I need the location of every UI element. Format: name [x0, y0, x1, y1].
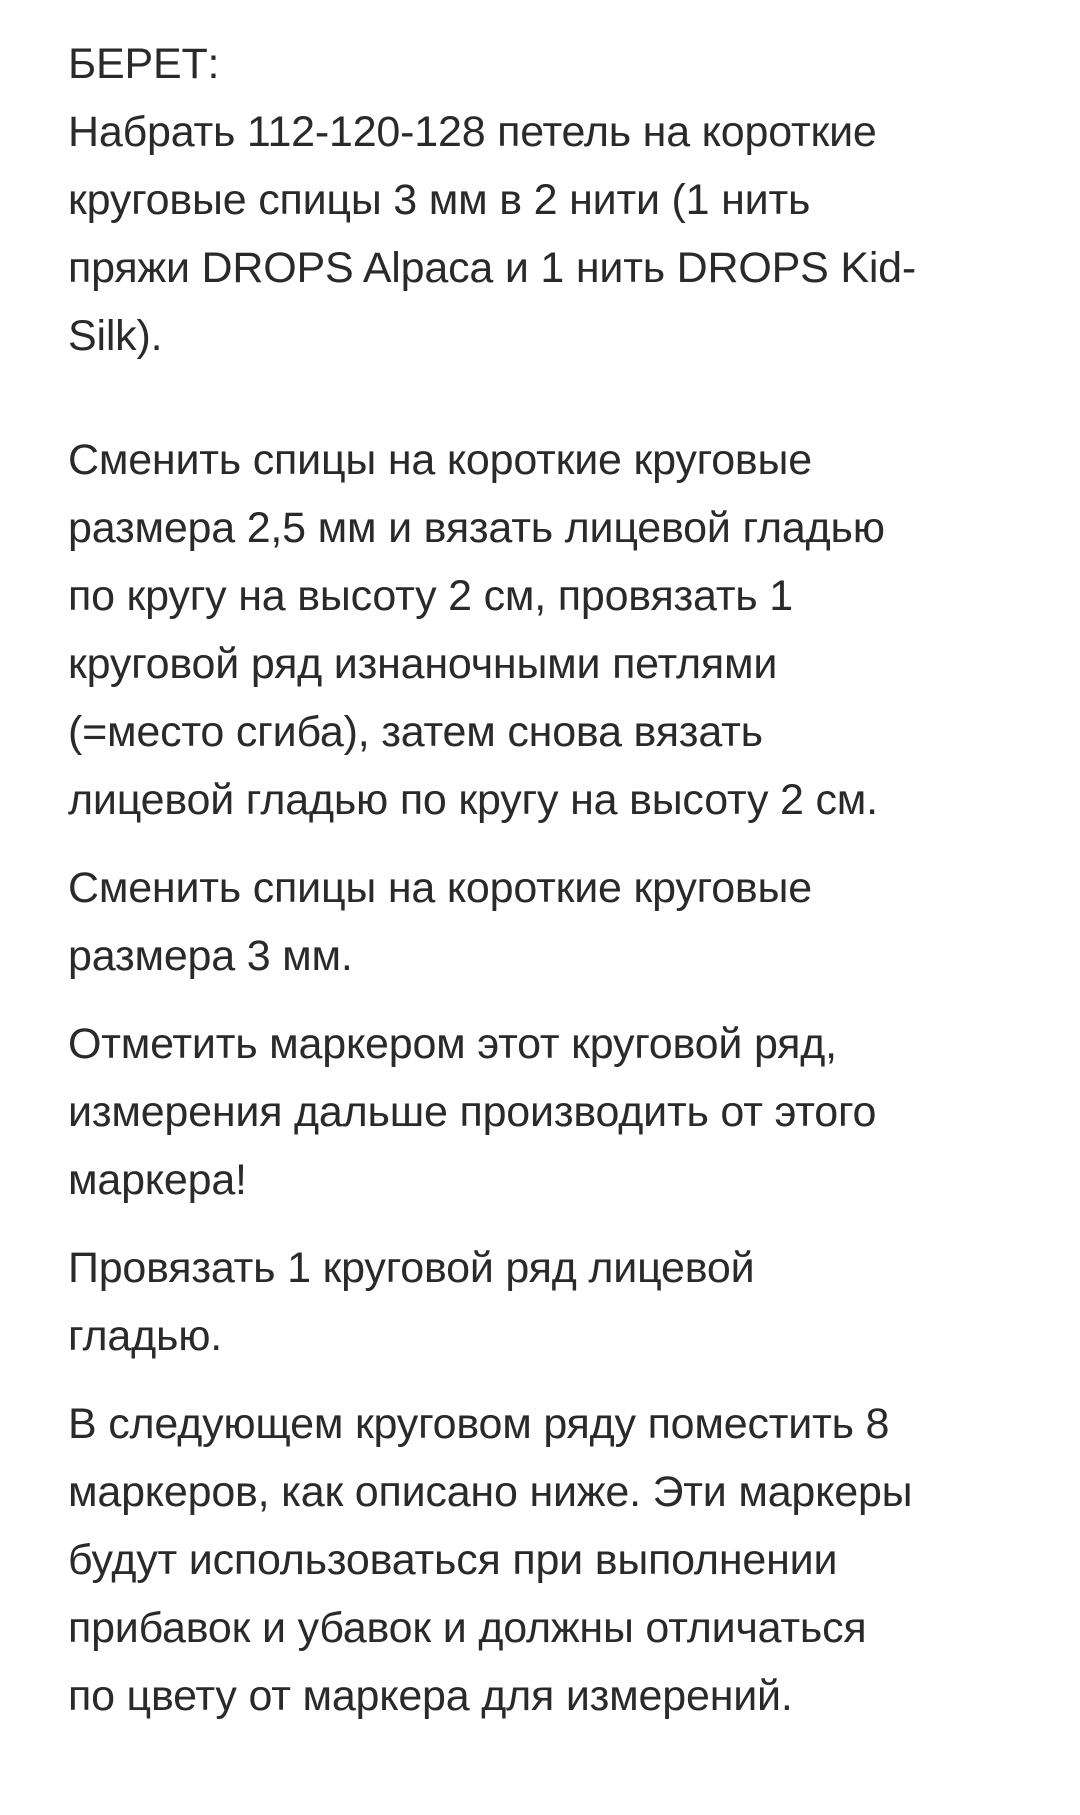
document-heading: БЕРЕТ: [68, 40, 220, 88]
paragraph-change-needles [68, 854, 1028, 990]
paragraph-line: Набрать 112-120-128 петель на короткие [68, 108, 877, 156]
paragraph-line: круговые спицы 3 мм в 2 нити (1 нить [68, 176, 811, 224]
paragraph-line: Сменить спицы на короткие круговые [68, 864, 812, 912]
paragraph-spacer [68, 990, 1028, 1010]
paragraph-line: измерения дальше производить от этого [68, 1088, 877, 1136]
paragraph-knit-round [68, 1234, 1028, 1370]
paragraph-line: по цвету от маркера для измерений. [68, 1672, 793, 1720]
paragraph-line: (=место сгиба), затем снова вязать [68, 708, 763, 756]
paragraph-line: Silk). [68, 312, 163, 360]
paragraph-spacer [68, 1370, 1028, 1390]
paragraph-spacer [68, 1214, 1028, 1234]
paragraph-line: Сменить спицы на короткие круговые [68, 436, 812, 484]
paragraph-line: пряжи DROPS Alpaca и 1 нить DROPS Kid- [68, 244, 917, 292]
paragraph-line: размера 3 мм. [68, 932, 353, 980]
paragraph-line: маркера! [68, 1156, 247, 1204]
document-body [68, 30, 1028, 1730]
paragraph-cast-on [68, 98, 1028, 370]
paragraph-marker [68, 1010, 1028, 1214]
paragraph-line: В следующем круговом ряду поместить 8 [68, 1400, 890, 1448]
paragraph-line: лицевой гладью по кругу на высоту 2 см. [68, 776, 878, 824]
paragraph-line: маркеров, как описано ниже. Эти маркеры [68, 1468, 913, 1516]
paragraph-hem [68, 426, 1028, 834]
paragraph-spacer [68, 834, 1028, 854]
paragraph-place-markers [68, 1390, 1028, 1730]
paragraph-spacer [68, 370, 1028, 426]
paragraph-line: прибавок и убавок и должны отличаться [68, 1604, 867, 1652]
paragraph-line: будут использоваться при выполнении [68, 1536, 838, 1584]
paragraph-line: по кругу на высоту 2 см, провязать 1 [68, 572, 793, 620]
paragraph-line: размера 2,5 мм и вязать лицевой гладью [68, 504, 885, 552]
paragraph-line: круговой ряд изнаночными петлями [68, 640, 778, 688]
paragraph-line: гладью. [68, 1312, 223, 1360]
paragraph-line: Отметить маркером этот круговой ряд, [68, 1020, 837, 1068]
paragraph-line: Провязать 1 круговой ряд лицевой [68, 1244, 755, 1292]
